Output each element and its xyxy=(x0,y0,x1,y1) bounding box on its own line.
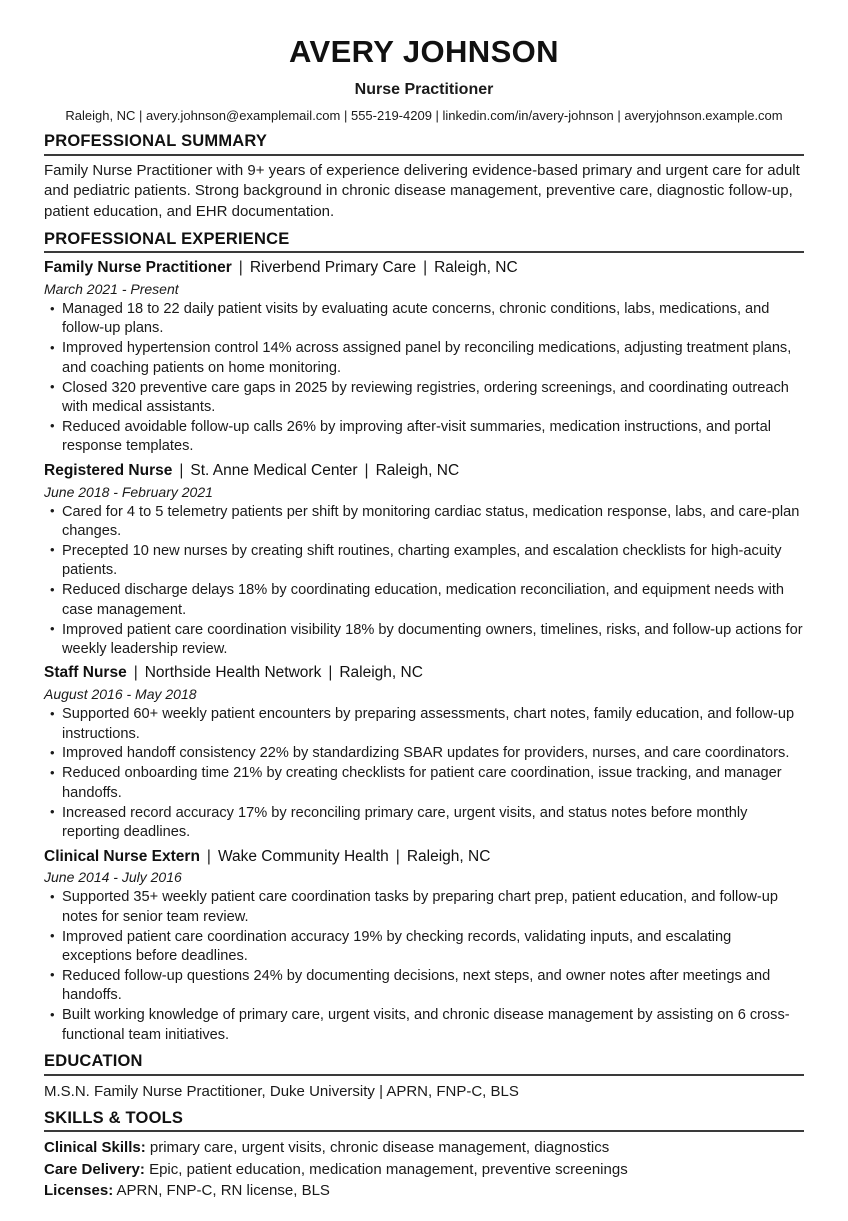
candidate-role: Nurse Practitioner xyxy=(354,80,494,98)
job-bullet-list xyxy=(44,705,804,842)
job-separator: | xyxy=(364,461,369,479)
job-separator: | xyxy=(179,461,184,479)
job-bullet-list xyxy=(44,503,804,660)
job-company: Riverbend Primary Care xyxy=(249,259,417,277)
job-bullet: • Reduced avoidable follow-up calls 26% by improving after-visit summaries, medication instructions, and portal response templates. xyxy=(44,418,804,457)
candidate-name: AVERY JOHNSON xyxy=(289,34,559,69)
skill-row xyxy=(44,1137,804,1158)
job-bullet: • Precepted 10 new nurses by creating shift routines, charting examples, and escalation checklists for high-acuity patients. xyxy=(44,542,804,581)
job-bullet-list xyxy=(44,888,804,1045)
skill-label: Clinical Skills: xyxy=(44,1139,146,1157)
job-title: Registered Nurse xyxy=(44,461,173,479)
job-company: Wake Community Health xyxy=(217,847,389,865)
job-location: Raleigh, NC xyxy=(339,664,423,682)
job-separator: | xyxy=(206,847,211,865)
skill-value: APRN, FNP-C, RN license, BLS xyxy=(116,1181,330,1199)
job-title: Family Nurse Practitioner xyxy=(44,259,232,277)
job-bullet: • Improved patient care coordination visibility 18% by documenting owners, timelines, risks, and follow-up actions for weekly leadership review. xyxy=(44,621,804,660)
job-bullet: • Reduced onboarding time 21% by creating checklists for patient care coordination, issue tracking, and manager handoffs. xyxy=(44,764,804,803)
job-heading xyxy=(44,258,804,279)
section-title-skills: SKILLS & TOOLS xyxy=(44,1108,804,1133)
summary-text: Family Nurse Practitioner with 9+ years of experience delivering evidence-based primary and urgent care for adult and pediatric patients. Strong background in chronic disease management, preventive care, diagnostic follow-up, patient education, and EHR documentation. xyxy=(44,161,800,220)
job-bullet: • Supported 35+ weekly patient care coordination tasks by preparing chart prep, patient education, and follow-up notes for senior team review. xyxy=(44,888,804,927)
section-education xyxy=(44,1051,804,1102)
skill-row xyxy=(44,1159,804,1180)
section-professional-summary xyxy=(44,131,804,223)
job-bullet: • Improved hypertension control 14% across assigned panel by reconciling medications, adjusting treatment plans, and coaching patients on home monitoring. xyxy=(44,339,804,378)
section-professional-experience xyxy=(44,229,804,1045)
job-location: Raleigh, NC xyxy=(434,259,518,277)
skill-label: Care Delivery: xyxy=(44,1160,145,1178)
experience-entry xyxy=(44,847,804,1046)
experience-entry xyxy=(44,663,804,842)
job-title: Clinical Nurse Extern xyxy=(44,847,200,865)
skill-value: primary care, urgent visits, chronic disease management, diagnostics xyxy=(149,1139,610,1157)
job-company: Northside Health Network xyxy=(144,664,322,682)
job-separator: | xyxy=(133,664,138,682)
skill-label: Licenses: xyxy=(44,1181,114,1199)
job-bullet: • Built working knowledge of primary care, urgent visits, and chronic disease management by assisting on 6 cross-functional team initiatives. xyxy=(44,1006,804,1045)
job-bullet: • Cared for 4 to 5 telemetry patients per shift by monitoring cardiac status, medication response, labs, and care-plan changes. xyxy=(44,503,804,542)
job-company: St. Anne Medical Center xyxy=(190,461,358,479)
job-heading xyxy=(44,663,804,684)
section-skills-tools xyxy=(44,1108,804,1202)
section-title-summary: PROFESSIONAL SUMMARY xyxy=(44,131,804,156)
job-separator: | xyxy=(238,259,243,277)
job-bullet: • Improved handoff consistency 22% by standardizing SBAR updates for providers, nurses, and care coordinators. xyxy=(44,744,804,763)
job-bullet: • Managed 18 to 22 daily patient visits by evaluating acute concerns, chronic conditions, labs, medications, and follow-up plans. xyxy=(44,300,804,339)
job-separator: | xyxy=(328,664,333,682)
job-dates: March 2021 - Present xyxy=(44,281,179,298)
skill-value: Epic, patient education, medication management, preventive screenings xyxy=(149,1160,628,1178)
job-dates: June 2014 - July 2016 xyxy=(44,869,182,886)
job-bullet: • Supported 60+ weekly patient encounters by preparing assessments, chart notes, family education, and follow-up instructions. xyxy=(44,705,804,744)
skill-row xyxy=(44,1180,804,1201)
job-heading xyxy=(44,847,804,868)
job-title: Staff Nurse xyxy=(44,664,127,682)
job-bullet: • Reduced discharge delays 18% by coordinating education, medication reconciliation, and equipment needs with case management. xyxy=(44,581,804,620)
job-bullet: • Increased record accuracy 17% by reconciling primary care, urgent visits, and status notes before monthly reporting deadlines. xyxy=(44,804,804,843)
job-bullet-list xyxy=(44,300,804,457)
job-heading xyxy=(44,461,804,482)
job-dates: August 2016 - May 2018 xyxy=(44,686,197,703)
job-dates: June 2018 - February 2021 xyxy=(44,483,213,500)
job-bullet: • Reduced follow-up questions 24% by documenting decisions, next steps, and owner notes after meetings and handoffs. xyxy=(44,967,804,1006)
job-separator: | xyxy=(423,259,428,277)
resume-header xyxy=(44,34,804,125)
experience-entry xyxy=(44,461,804,660)
job-bullet: • Closed 320 preventive care gaps in 2025 by reviewing registries, ordering screenings, and coordinating outreach with medical assistants. xyxy=(44,379,804,418)
job-location: Raleigh, NC xyxy=(375,461,460,479)
experience-entry xyxy=(44,258,804,457)
job-bullet: • Improved patient care coordination accuracy 19% by checking records, validating inputs, and escalating exceptions before deadlines. xyxy=(44,928,804,967)
education-entry: M.S.N. Family Nurse Practitioner, Duke University | APRN, FNP-C, BLS xyxy=(44,1082,519,1100)
section-title-education: EDUCATION xyxy=(44,1051,804,1076)
job-separator: | xyxy=(395,847,400,865)
job-location: Raleigh, NC xyxy=(406,847,491,865)
section-title-experience: PROFESSIONAL EXPERIENCE xyxy=(44,229,804,254)
contact-line: Raleigh, NC | avery.johnson@examplemail.com | 555-219-4209 | linkedin.com/in/avery-johnson | averyjohnson.example.com xyxy=(65,108,783,124)
